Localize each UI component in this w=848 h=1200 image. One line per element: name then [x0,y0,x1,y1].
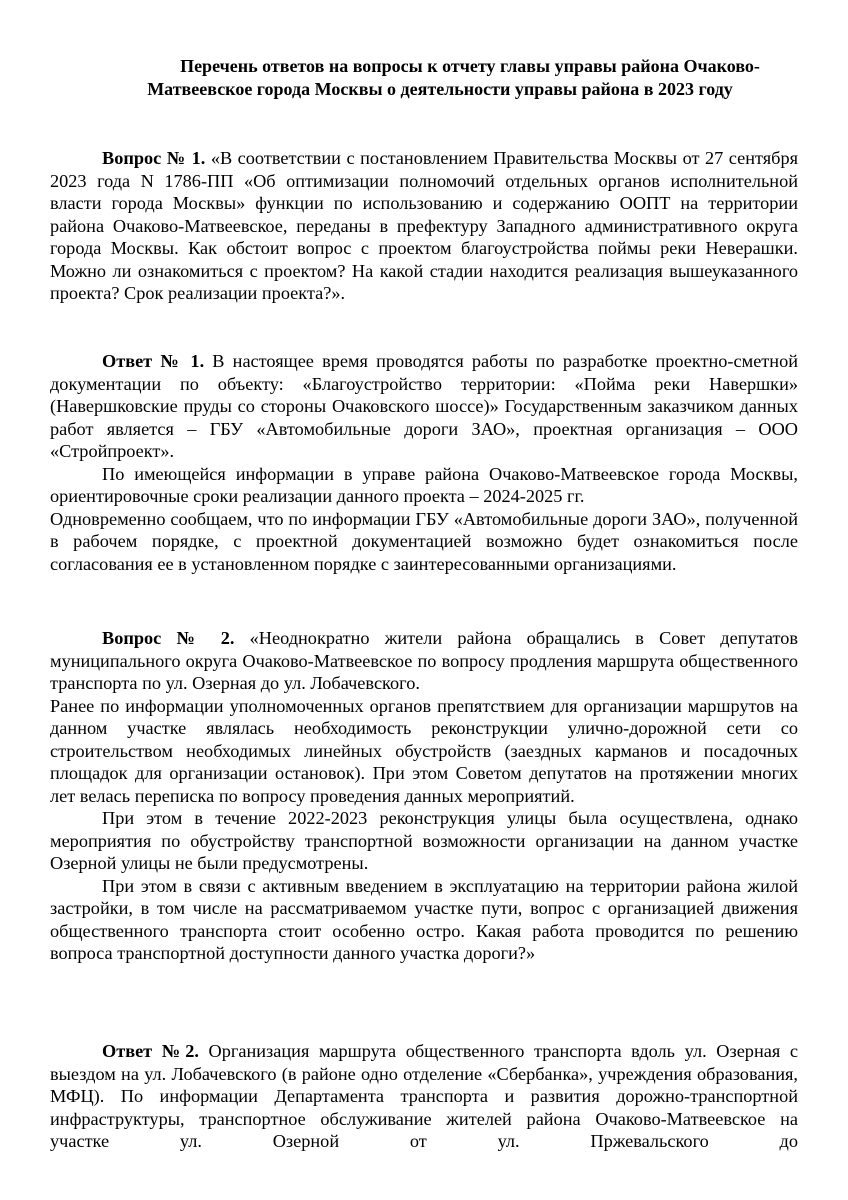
answer-2 [50,1040,798,1153]
document-title [60,55,820,101]
answer-1-paragraph-3: Одновременно сообщаем, что по информации ГБУ «Автомобильные дороги ЗАО», полученной в рабочем порядке, с проектной документацией возможно будет ознакомиться после согласования ее в установленном порядке с заинтересованными организациями. [50,508,798,574]
answer-1-label: Ответ № 1. [102,351,205,371]
answer-1-paragraph-2: По имеющейся информации в управе района Очаково-Матвеевское города Москвы, ориентировочные сроки реализации данного проекта – 2024-2025 гг. [50,463,798,506]
answer-1-text: Ответ № 1. В настоящее время проводятся работы по разработке проектно-сметной документации по объекту: «Благоустройство территории: «Пойма реки Навершки» (Навершковские пруды со стороны Очаковского шоссе)» Государственным заказчиком данных работ является – ГБУ «Автомобильные дороги ЗАО», проектная организация – ООО «Стройпроект». [50,351,799,461]
title-line-2: Матвеевское города Москвы о деятельности управы района в 2023 году [147,79,733,99]
question-2-text: Вопрос № 2. «Неоднократно жители района обращались в Совет депутатов муниципального округа Очаково-Матвеевское по вопросу продления маршрута общественного транспорта по ул. Озерная до ул. Лобачевского. [50,628,798,693]
question-1 [50,147,798,305]
answer-1 [50,350,798,575]
question-2-paragraph-3: При этом в течение 2022-2023 реконструкция улицы была осуществлена, однако мероприятия по обустройству транспортной возможности организации на данном участке Озерной улицы не были предусмотрены. [50,808,798,873]
question-2 [50,627,798,965]
answer-2-label: Ответ №2. [102,1041,199,1061]
question-1-label: Вопрос № 1. [102,148,206,168]
answer-2-text: Ответ №2. Организация маршрута общественного транспорта вдоль ул. Озерная с выездом на ул. Лобачевского (в районе одно отделение «Сбербанка», учреждения образования, МФЦ). По информации Департамента транспорта и развития дорожно-транспортной инфраструктуры, транспортное обслуживание жителей района Очаково-Матвеевское на участке ул. Озерной от ул. Пржевальского до [50,1041,798,1151]
question-1-text: Вопрос № 1. «В соответствии с постановлением Правительства Москвы от 27 сентября 2023 года N 1786-ПП «Об оптимизации полномочий отдельных органов исполнительной власти города Москвы» функции по использованию и содержанию ООПТ на территории района Очаково-Матвеевское, переданы в префектуру Западного административного округа города Москвы. Как обстоит вопрос с проектом благоустройства поймы реки Неверашки. Можно ли ознакомиться с проектом? На какой стадии находится реализация вышеуказанного проекта? Срок реализации проекта?». [50,148,799,303]
title-line-1: Перечень ответов на вопросы к отчету главы управы района Очаково- [180,56,760,76]
question-2-paragraph-4: При этом в связи с активным введением в эксплуатацию на территории района жилой застройки, в том числе на рассматриваемом участке пути, вопрос с организацией движения общественного транспорта стоит особенно остро. Какая работа проводится по решению вопроса транспортной доступности данного участка дороги?» [50,875,798,963]
question-2-label: Вопрос № 2. [102,628,235,648]
question-2-paragraph-2: Ранее по информации уполномоченных органов препятствием для организации маршрутов на данном участке являлась необходимость реконструкции улично-дорожной сети со строительством необходимых линейных обустройств (заездных карманов и посадочных площадок для организации остановок). При этом Советом депутатов на протяжении многих лет велась переписка по вопросу проведения данных мероприятий. [50,695,798,806]
